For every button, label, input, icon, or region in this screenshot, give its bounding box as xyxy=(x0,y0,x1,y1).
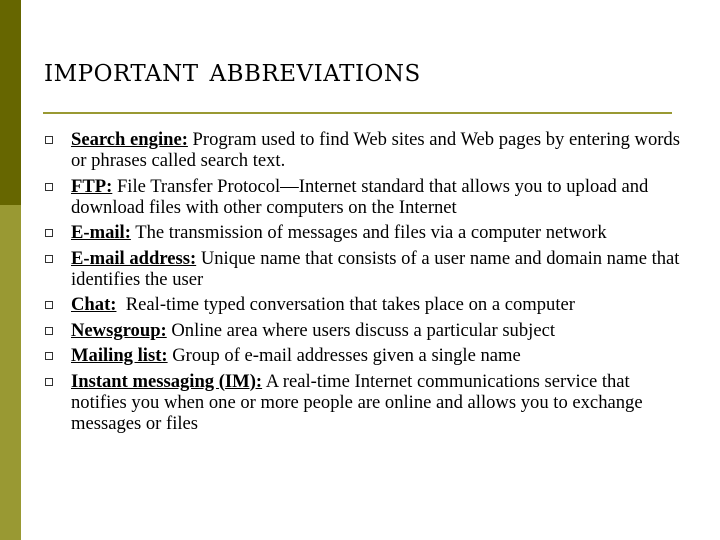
term-label: Chat: xyxy=(71,294,117,315)
list-item xyxy=(45,294,685,315)
square-bullet-icon xyxy=(45,183,53,191)
square-bullet-icon xyxy=(45,327,53,335)
term-label: Instant messaging (IM): xyxy=(71,370,263,392)
definition-text: Real-time typed conversation that takes place on a computer xyxy=(116,294,575,315)
list-item xyxy=(45,371,685,434)
abbreviation-list xyxy=(45,129,685,438)
term-label: Mailing list: xyxy=(71,345,168,366)
term-label: E-mail: xyxy=(71,222,131,243)
list-item xyxy=(45,222,685,243)
list-item xyxy=(45,345,685,366)
term-label: E-mail address: xyxy=(71,247,197,269)
square-bullet-icon xyxy=(45,352,53,360)
title-divider xyxy=(43,112,672,114)
square-bullet-icon xyxy=(45,136,53,144)
slide-title: important abbreviations xyxy=(44,50,421,89)
list-item xyxy=(45,176,685,218)
sidebar-accent-bar xyxy=(0,0,21,540)
list-item xyxy=(45,129,685,171)
definition-text: Online area where users discuss a particular subject xyxy=(166,319,555,341)
square-bullet-icon xyxy=(45,229,53,237)
definition-text: Group of e-mail addresses given a single name xyxy=(167,345,521,366)
definition-text: Program used to find Web sites and Web pages by entering words or phrases called search text. xyxy=(71,129,680,171)
term-label: Newsgroup: xyxy=(71,319,167,341)
definition-text: File Transfer Protocol—Internet standard that allows you to upload and download files with other computers on the Internet xyxy=(71,175,649,218)
term-label: Search engine: xyxy=(71,129,188,150)
square-bullet-icon xyxy=(45,378,53,386)
list-item xyxy=(45,320,685,341)
list-item xyxy=(45,248,685,290)
square-bullet-icon xyxy=(45,301,53,309)
term-label: FTP: xyxy=(71,175,113,197)
definition-text: The transmission of messages and files via a computer network xyxy=(130,222,607,243)
sidebar-accent-dark xyxy=(0,0,21,205)
square-bullet-icon xyxy=(45,255,53,263)
definition-text: Unique name that consists of a user name and domain name that identifies the user xyxy=(71,247,680,290)
definition-text: A real-time Internet communications service that notifies you when one or more people are online and allows you to exchange messages or files xyxy=(71,370,643,434)
